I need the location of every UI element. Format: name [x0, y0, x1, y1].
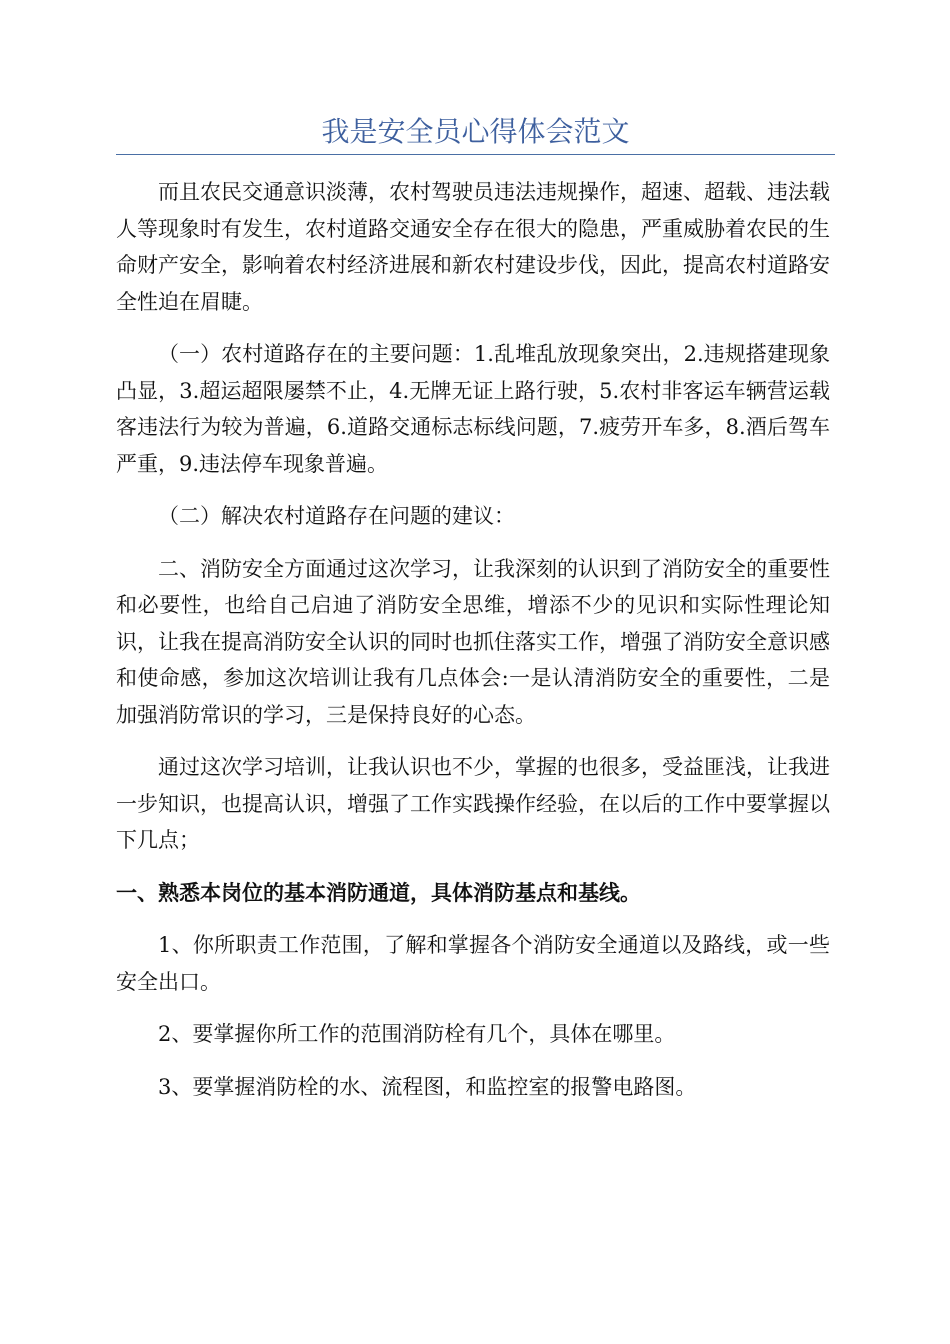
paragraph-suggestions: （二）解决农村道路存在问题的建议：	[158, 504, 515, 528]
paragraph-fire-safety: 二、消防安全方面通过这次学习，让我深刻的认识到了消防安全的重要性和必要性，也给自己启迪了消防安全思维，增添不少的见识和实际性理论知识，让我在提高消防安全认识的同时也抓住落实工作，增强了消防安全意识感和使命感，参加这次培训让我有几点体会:一是认清消防安全的重要性，二是加强消防常识的学习，三是保持良好的心态。	[116, 556, 830, 727]
paragraph-intro: 而且农民交通意识淡薄，农村驾驶员违法违规操作，超速、超载、违法载人等现象时有发生，农村道路交通安全存在很大的隐患，严重威胁着农民的生命财产安全，影响着农村经济进展和新农村建设步伐，因此，提高农村道路安全性迫在眉睫。	[116, 180, 830, 314]
document-title: 我是安全员心得体会范文	[321, 115, 630, 148]
list-item: 3、要掌握消防栓的水、流程图，和监控室的报警电路图。	[158, 1074, 697, 1099]
paragraph-training: 通过这次学习培训，让我认识也不少，掌握的也很多，受益匪浅，让我进一步知识，也提高认识，增强了工作实践操作经验，在以后的工作中要掌握以下几点；	[116, 755, 830, 852]
document-body	[116, 174, 830, 1121]
list-item: 1、你所职责工作范围，了解和掌握各个消防安全通道以及路线，或一些安全出口。	[116, 933, 830, 994]
paragraph-problems: （一）农村道路存在的主要问题：1.乱堆乱放现象突出，2.违规搭建现象凸显，3.超运超限屡禁不止，4.无牌无证上路行驶，5.农村非客运车辆营运载客违法行为较为普遍，6.道路交通标志标线问题，7.疲劳开车多，8.酒后驾车严重，9.违法停车现象普遍。	[116, 342, 830, 476]
list-item: 2、要掌握你所工作的范围消防栓有几个，具体在哪里。	[158, 1022, 676, 1046]
title-divider	[116, 154, 835, 155]
section-heading: 一、熟悉本岗位的基本消防通道，具体消防基点和基线。	[116, 879, 641, 905]
